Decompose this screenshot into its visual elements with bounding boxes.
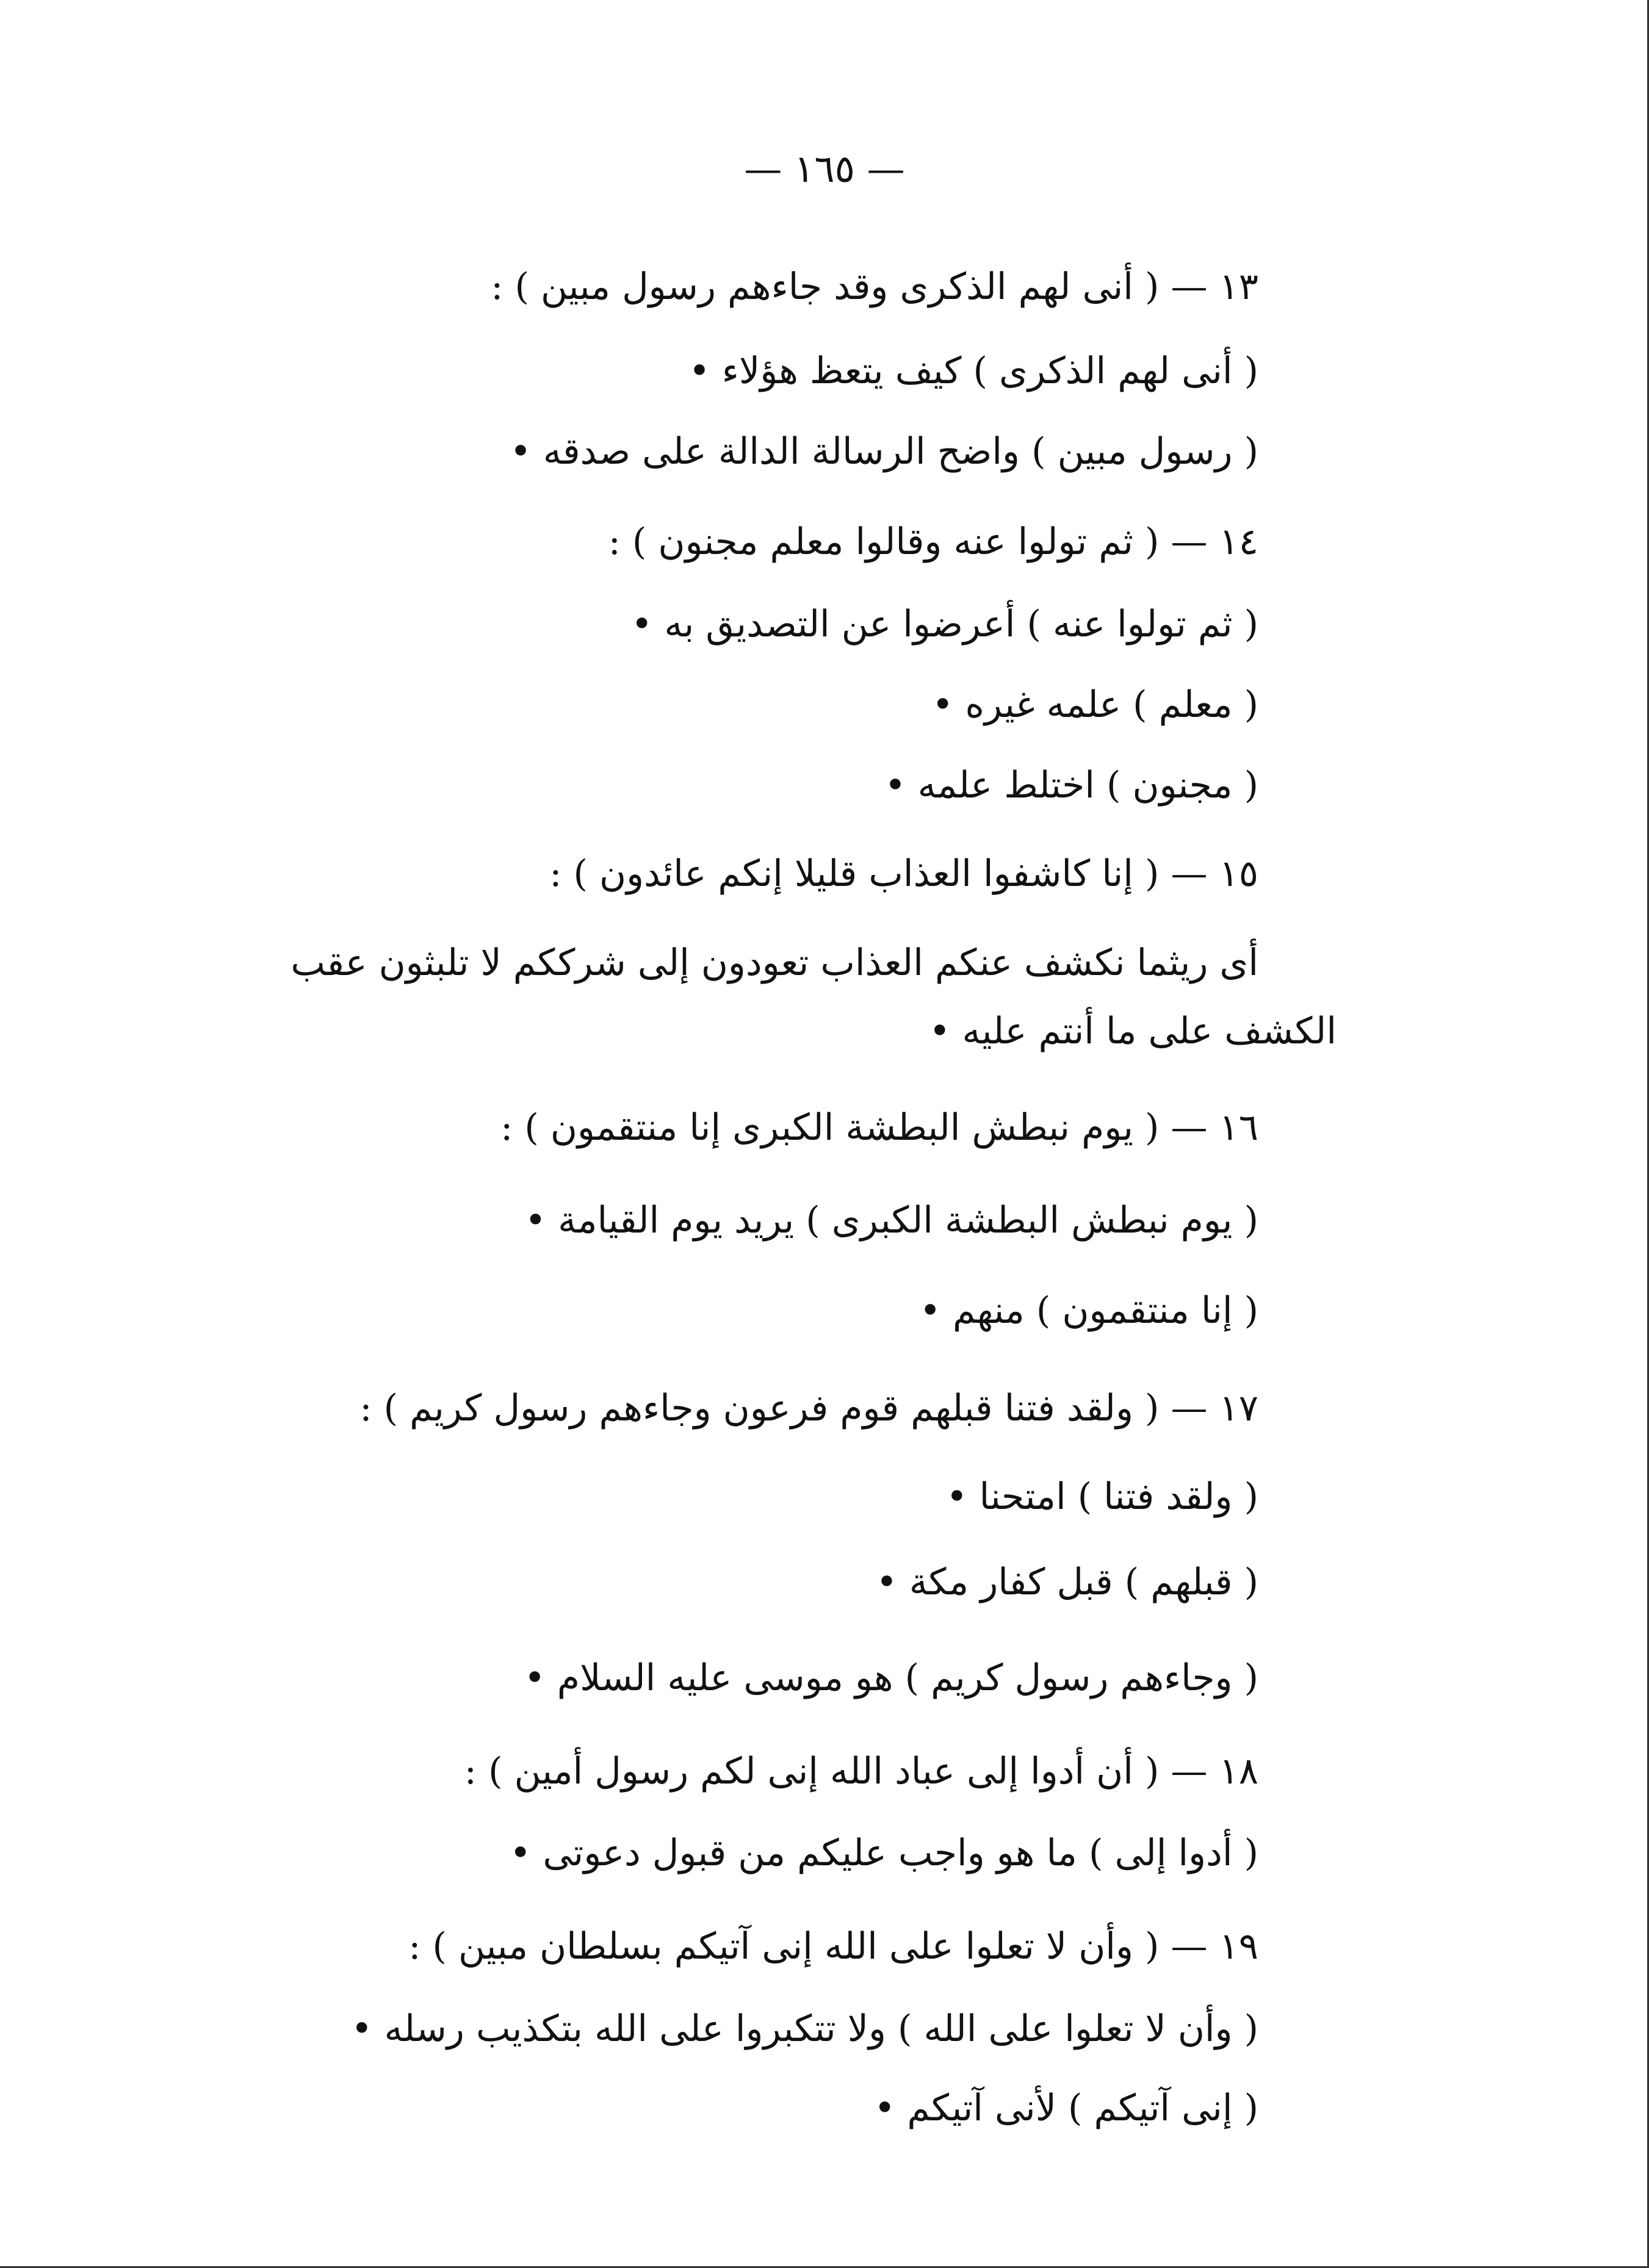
verse-14-heading: ١٤ — ( ثم تولوا عنه وقالوا معلم مجنون ) : bbox=[608, 520, 1258, 563]
verse-14-gloss-1: ( ثم تولوا عنه ) أعرضوا عن التصديق به • bbox=[630, 603, 1258, 646]
verse-17-heading: ١٧ — ( ولقد فتنا قبلهم قوم فرعون وجاءهم رسول كريم ) : bbox=[359, 1387, 1258, 1430]
verse-19-gloss-2: ( إنى آتيكم ) لأنى آتيكم • bbox=[873, 2087, 1258, 2129]
verse-14-gloss-3: ( مجنون ) اختلط علمه • bbox=[884, 764, 1258, 807]
verse-17-gloss-3: ( وجاءهم رسول كريم ) هو موسى عليه السلام • bbox=[524, 1657, 1258, 1699]
verse-15-heading: ١٥ — ( إنا كاشفوا العذاب قليلا إنكم عائدون ) : bbox=[549, 852, 1258, 895]
verse-13-gloss-1: ( أنى لهم الذكرى ) كيف يتعظ هؤلاء • bbox=[688, 350, 1258, 392]
page-number: — ١٦٥ — bbox=[744, 146, 905, 191]
verse-16-gloss-2: ( إنا منتقمون ) منهم • bbox=[919, 1289, 1258, 1332]
verse-16-heading: ١٦ — ( يوم نبطش البطشة الكبرى إنا منتقمون ) : bbox=[500, 1106, 1258, 1149]
verse-15-explanation-1: أى ريثما نكشف عنكم العذاب تعودون إلى شرككم لا تلبثون عقب bbox=[290, 941, 1258, 984]
verse-13-heading: ١٣ — ( أنى لهم الذكرى وقد جاءهم رسول مبين ) : bbox=[491, 265, 1258, 308]
verse-14-gloss-2: ( معلم ) علمه غيره • bbox=[932, 683, 1258, 726]
verse-19-gloss-1: ( وأن لا تعلوا على الله ) ولا تتكبروا على الله بتكذيب رسله • bbox=[351, 2007, 1258, 2050]
verse-18-heading: ١٨ — ( أن أدوا إلى عباد الله إنى لكم رسول أمين ) : bbox=[464, 1750, 1258, 1793]
verse-17-gloss-1: ( ولقد فتنا ) امتحنا • bbox=[946, 1475, 1258, 1518]
verse-19-heading: ١٩ — ( وأن لا تعلوا على الله إنى آتيكم بسلطان مبين ) : bbox=[408, 1925, 1258, 1968]
verse-13-gloss-2: ( رسول مبين ) واضح الرسالة الدالة على صدقه • bbox=[510, 430, 1258, 473]
verse-15-explanation-2: الكشف على ما أنتم عليه • bbox=[929, 1010, 1337, 1053]
verse-17-gloss-2: ( قبلهم ) قبل كفار مكة • bbox=[876, 1561, 1258, 1604]
verse-18-gloss-1: ( أدوا إلى ) ما هو واجب عليكم من قبول دعوتى • bbox=[510, 1832, 1258, 1874]
verse-16-gloss-1: ( يوم نبطش البطشة الكبرى ) يريد يوم القيامة • bbox=[524, 1199, 1258, 1242]
